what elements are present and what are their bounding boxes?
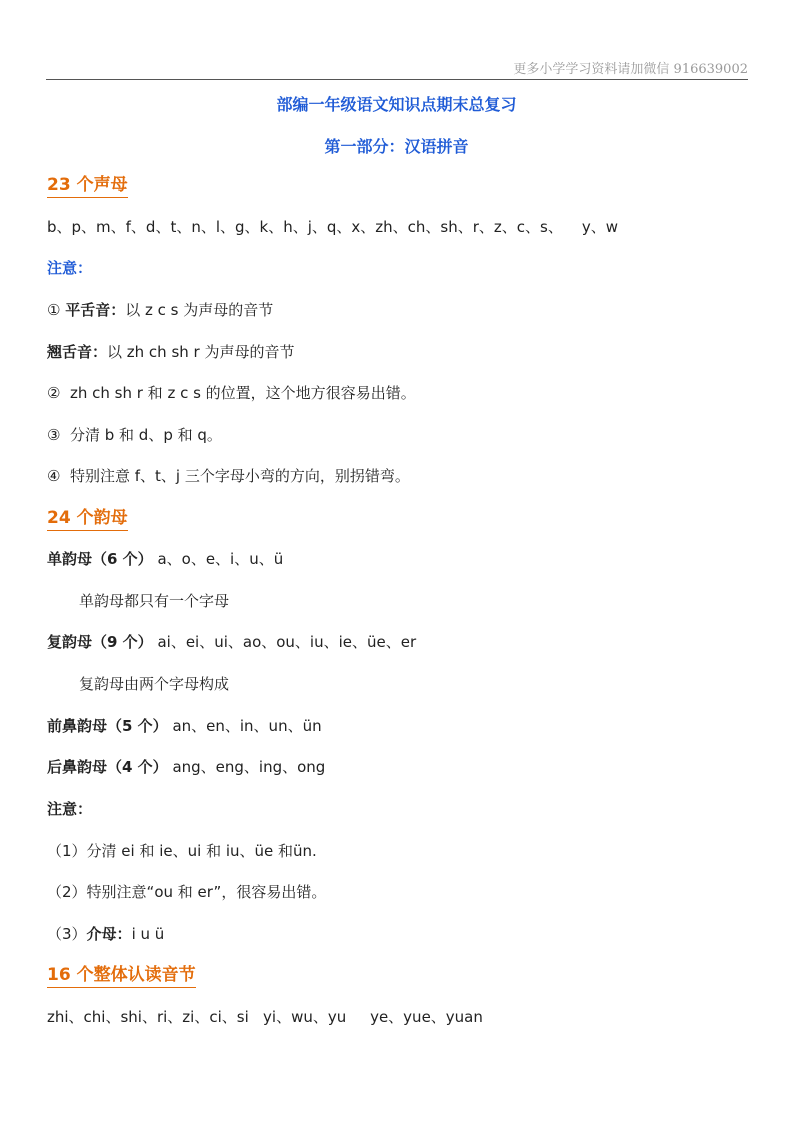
initials-note-3: ③ 分清 b 和 d、p 和 q。	[47, 426, 222, 444]
back-nasal-label: 后鼻韵母（4 个）	[47, 758, 168, 776]
syllables-heading: 16 个整体认读音节	[47, 964, 196, 988]
header-note: 更多小学学习资料请加微信 916639002	[513, 62, 748, 77]
compound-finals-list: ai、ei、ui、ao、ou、iu、ie、üe、er	[157, 633, 417, 651]
flat-tongue-text: 以 z c s 为声母的音节	[125, 301, 274, 319]
front-nasal-row	[47, 716, 322, 736]
initials-note-1b	[47, 342, 294, 362]
finals-note-label: 注意：	[47, 800, 93, 818]
finals-note-1: （1）分清 ei 和 ie、ui 和 iu、üe 和ün.	[47, 842, 317, 860]
note-number: （3）	[47, 925, 87, 943]
retroflex-label: 翘舌音：	[47, 343, 108, 361]
initials-list: b、p、m、f、d、t、n、l、g、k、h、j、q、x、zh、ch、sh、r、z、c、s、 y、w	[47, 218, 619, 236]
retroflex-text: 以 zh ch sh r 为声母的音节	[107, 343, 295, 361]
initials-note-4: ④ 特别注意 f、t、j 三个字母小弯的方向，别拐错弯。	[47, 467, 410, 485]
front-nasal-label: 前鼻韵母（5 个）	[47, 717, 168, 735]
single-finals-label: 单韵母（6 个）	[47, 550, 153, 568]
initials-heading: 23 个声母	[47, 174, 128, 198]
single-finals-row	[47, 549, 283, 569]
note-number: ①	[47, 301, 66, 319]
finals-note-2: （2）特别注意“ou 和 er”，很容易出错。	[47, 883, 327, 901]
finals-heading: 24 个韵母	[47, 507, 128, 531]
document-title: 部编一年级语文知识点期末总复习	[276, 95, 517, 114]
back-nasal-row	[47, 757, 325, 777]
finals-note-3	[47, 924, 164, 944]
front-nasal-list: an、en、in、un、ün	[172, 717, 322, 735]
initials-note-2: ② zh ch sh r 和 z c s 的位置，这个地方很容易出错。	[47, 384, 416, 402]
compound-finals-note: 复韵母由两个字母构成	[79, 675, 230, 693]
header-divider	[46, 79, 748, 80]
medial-text: i u ü	[131, 925, 165, 943]
compound-finals-row	[47, 632, 416, 652]
back-nasal-list: ang、eng、ing、ong	[172, 758, 326, 776]
initials-note-label: 注意：	[47, 259, 93, 277]
initials-note-1	[47, 300, 273, 320]
single-finals-note: 单韵母都只有一个字母	[79, 592, 230, 610]
syllables-list: zhi、chi、shi、ri、zi、ci、si yi、wu、yu ye、yue、yuan	[47, 1008, 483, 1026]
medial-label: 介母：	[86, 925, 132, 943]
part-title: 第一部分：汉语拼音	[324, 137, 469, 156]
flat-tongue-label: 平舌音：	[65, 301, 126, 319]
single-finals-list: a、o、e、i、u、ü	[157, 550, 284, 568]
compound-finals-label: 复韵母（9 个）	[47, 633, 153, 651]
